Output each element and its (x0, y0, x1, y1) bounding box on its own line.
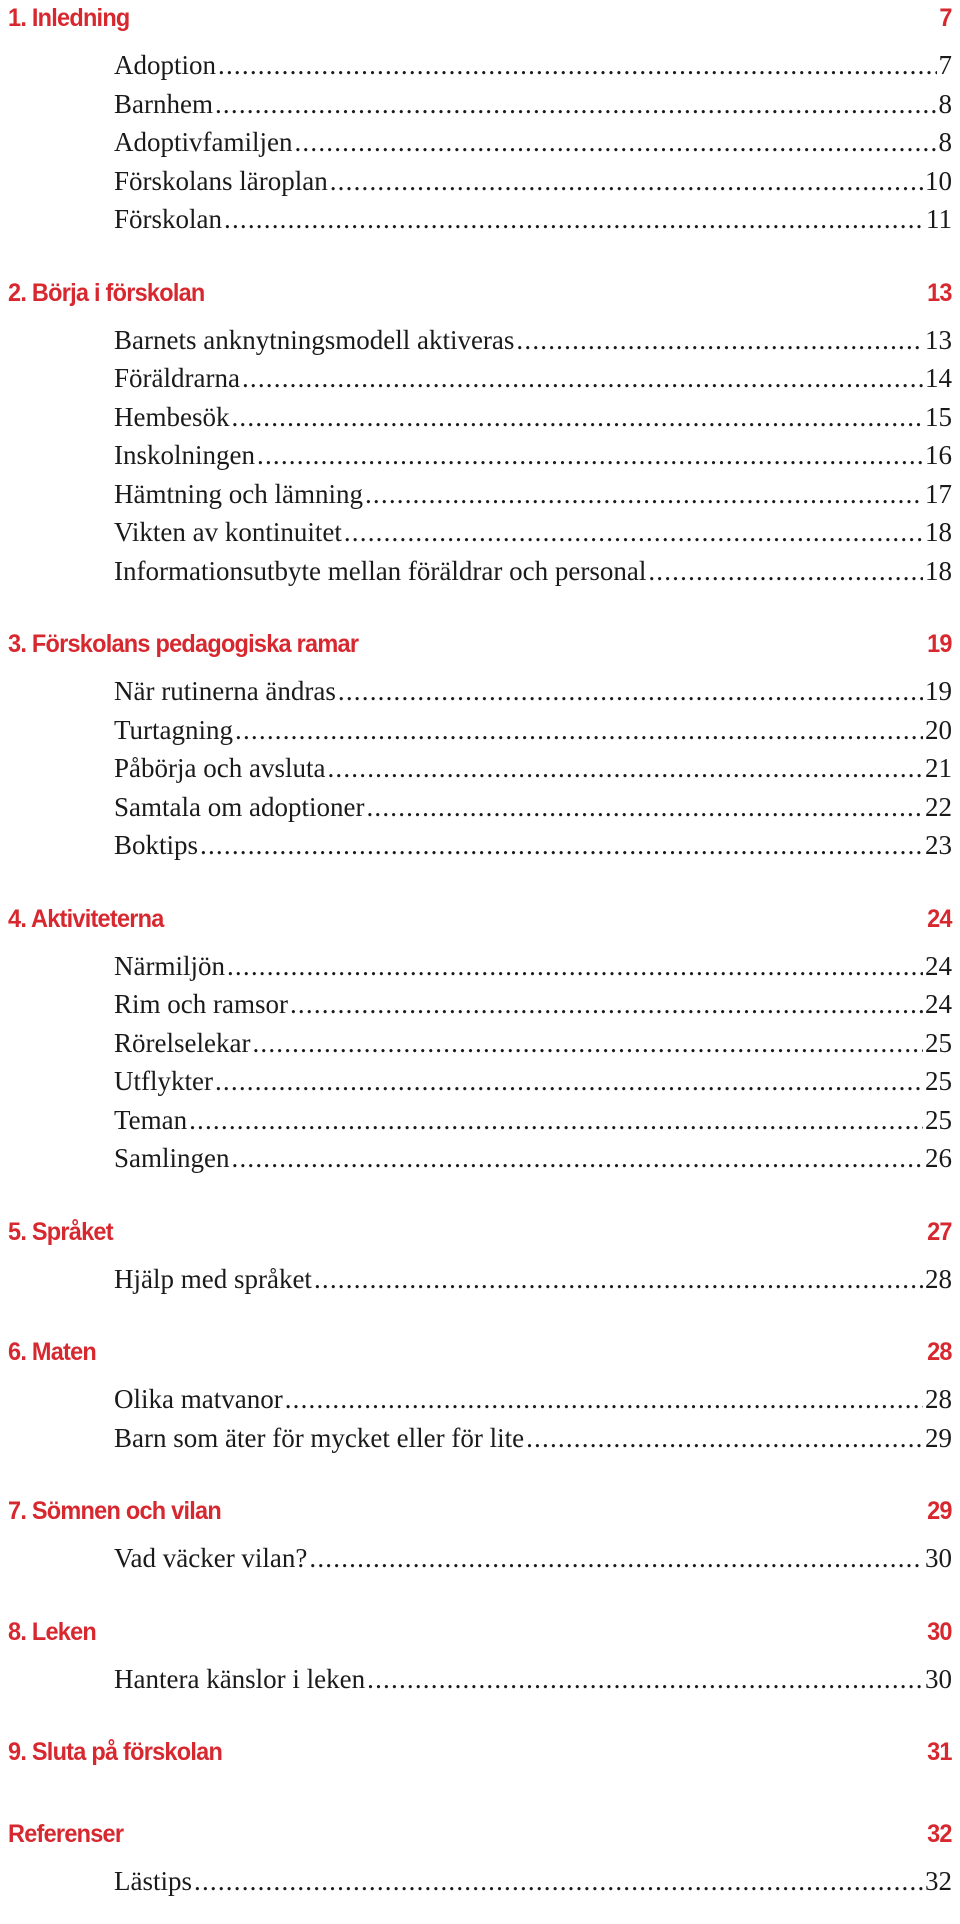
entry-page-number: 16 (925, 440, 952, 470)
entry-page-number: 28 (925, 1263, 952, 1294)
entry-title: Barnhem (114, 88, 213, 119)
section-title: Referenser (8, 1820, 124, 1848)
section-heading[interactable] (8, 1614, 952, 1660)
section-spacer (8, 590, 952, 626)
dot-leader (227, 947, 923, 985)
entry-page-number: 13 (925, 324, 952, 355)
toc-section (8, 1614, 952, 1699)
toc-entry[interactable] (114, 1660, 952, 1699)
entry-title: Vikten av kontinuitet (114, 517, 342, 547)
entry-title: Boktips (114, 830, 199, 860)
section-spacer (8, 1457, 952, 1493)
dot-leader (257, 436, 923, 474)
entry-page-number: 11 (926, 204, 952, 234)
entry-page-number: 25 (925, 1027, 952, 1058)
entry-title: Adoption (114, 50, 217, 80)
section-title: 1. Inledning (8, 4, 130, 32)
dot-leader (235, 711, 923, 749)
entry-page-number: 8 (938, 127, 952, 157)
section-heading[interactable] (8, 1493, 952, 1539)
entry-page-number: 22 (925, 791, 952, 822)
section-title: 4. Aktiviteterna (8, 904, 164, 933)
dot-leader (648, 552, 923, 590)
dot-leader (309, 1539, 923, 1577)
dot-leader (516, 321, 923, 359)
section-heading[interactable] (8, 626, 952, 672)
toc-entry[interactable] (114, 1139, 952, 1178)
section-title: 9. Sluta på förskolan (8, 1738, 223, 1766)
toc-entry[interactable] (114, 321, 952, 360)
section-spacer (8, 1780, 952, 1816)
section-heading[interactable] (8, 0, 952, 46)
toc-entry[interactable] (114, 985, 952, 1024)
entry-title: Samlingen (114, 1143, 230, 1173)
entry-page-number: 21 (925, 753, 952, 783)
section-heading[interactable] (8, 1816, 952, 1862)
toc-entry[interactable] (114, 552, 952, 591)
entry-page-number: 20 (925, 714, 952, 745)
entry-title: Förskolan (114, 204, 222, 234)
section-title: 7. Sömnen och vilan (8, 1497, 221, 1525)
section-page-number: 7 (939, 4, 952, 32)
entry-title: Barn som äter för mycket eller för lite (114, 1422, 525, 1453)
toc-entry[interactable] (114, 711, 952, 750)
section-spacer (8, 1578, 952, 1614)
dot-leader (294, 123, 936, 161)
entry-page-number: 26 (925, 1143, 952, 1173)
toc-section (8, 1493, 952, 1578)
entry-title: Inskolningen (114, 440, 255, 470)
entry-title: Samtala om adoptioner (114, 791, 365, 822)
dot-leader (242, 359, 923, 397)
entry-title: Hembesök (114, 401, 230, 432)
entry-title: Hjälp med språket (114, 1263, 312, 1294)
entry-page-number: 19 (925, 676, 952, 706)
section-page-number: 19 (927, 630, 952, 658)
dot-leader (232, 1139, 924, 1177)
dot-leader (327, 749, 923, 787)
entry-page-number: 28 (925, 1384, 952, 1414)
section-page-number: 28 (927, 1338, 952, 1366)
entry-page-number: 8 (938, 88, 952, 119)
toc-entry[interactable] (114, 1024, 952, 1063)
dot-leader (231, 398, 923, 436)
dot-leader (526, 1419, 923, 1457)
dot-leader (218, 46, 936, 84)
entry-page-number: 24 (925, 989, 952, 1019)
entry-page-number: 7 (938, 50, 952, 80)
entry-page-number: 10 (925, 165, 952, 196)
entry-title: Teman (114, 1104, 188, 1135)
section-heading[interactable] (8, 1214, 952, 1260)
section-heading[interactable] (8, 275, 952, 321)
entry-title: När rutinerna ändras (114, 676, 336, 706)
section-spacer (8, 1298, 952, 1334)
entry-title: Förskolans läroplan (114, 165, 328, 196)
toc-entry[interactable] (114, 46, 952, 85)
toc-section (8, 626, 952, 865)
entry-page-number: 30 (925, 1663, 952, 1694)
toc-section (8, 1214, 952, 1299)
section-title: 3. Förskolans pedagogiska ramar (8, 630, 359, 658)
entry-title: Hämtning och lämning (114, 478, 363, 509)
dot-leader (290, 985, 923, 1023)
entry-title: Adoptivfamiljen (114, 127, 293, 157)
dot-leader (344, 513, 923, 551)
dot-leader (367, 1660, 923, 1698)
entry-title: Olika matvanor (114, 1384, 283, 1414)
entry-title: Hantera känslor i leken (114, 1663, 366, 1694)
entry-title: Utflykter (114, 1066, 213, 1096)
entry-page-number: 18 (925, 555, 952, 586)
entry-page-number: 29 (925, 1422, 952, 1453)
toc-entry[interactable] (114, 436, 952, 475)
section-spacer (8, 865, 952, 901)
section-heading[interactable] (8, 901, 952, 947)
dot-leader (366, 788, 923, 826)
entry-page-number: 15 (925, 401, 952, 432)
toc-entry[interactable] (114, 475, 952, 514)
entry-page-number: 30 (925, 1543, 952, 1573)
toc-section (8, 275, 952, 591)
section-page-number: 32 (927, 1820, 952, 1848)
section-page-number: 13 (927, 278, 952, 307)
entry-page-number: 23 (925, 830, 952, 860)
toc-entry[interactable] (114, 1539, 952, 1578)
dot-leader (189, 1101, 923, 1139)
dot-leader (330, 162, 923, 200)
dot-leader (194, 1862, 923, 1900)
entry-page-number: 14 (925, 363, 952, 393)
toc-entry[interactable] (114, 1062, 952, 1101)
section-heading[interactable] (8, 1734, 952, 1780)
toc-entry[interactable] (114, 1101, 952, 1140)
toc-entry[interactable] (114, 359, 952, 398)
table-of-contents (8, 0, 952, 1901)
section-spacer (8, 239, 952, 275)
section-title: 8. Leken (8, 1617, 97, 1646)
toc-section (8, 901, 952, 1178)
entry-title: Föräldrarna (114, 363, 240, 393)
section-heading[interactable] (8, 1334, 952, 1380)
section-title: 2. Börja i förskolan (8, 278, 205, 307)
dot-leader (365, 475, 923, 513)
toc-entry[interactable] (114, 85, 952, 124)
dot-leader (314, 1260, 923, 1298)
toc-entry[interactable] (114, 1380, 952, 1419)
toc-entry[interactable] (114, 826, 952, 865)
entry-title: Rörelselekar (114, 1027, 251, 1058)
toc-entry[interactable] (114, 123, 952, 162)
entry-title: Barnets anknytningsmodell aktiveras (114, 324, 515, 355)
toc-entry[interactable] (114, 513, 952, 552)
entry-title: Rim och ramsor (114, 989, 288, 1019)
section-spacer (8, 1698, 952, 1734)
entry-title: Närmiljön (114, 950, 225, 981)
toc-section (8, 1734, 952, 1780)
dot-leader (215, 1062, 923, 1100)
entry-page-number: 17 (925, 478, 952, 509)
entry-title: Turtagning (114, 714, 234, 745)
dot-leader (252, 1024, 923, 1062)
dot-leader (200, 826, 923, 864)
dot-leader (224, 200, 924, 238)
section-page-number: 27 (927, 1217, 952, 1246)
toc-entry[interactable] (114, 1260, 952, 1299)
entry-page-number: 24 (925, 950, 952, 981)
toc-section (8, 1816, 952, 1901)
dot-leader (215, 85, 937, 123)
dot-leader (338, 672, 923, 710)
toc-entry[interactable] (114, 788, 952, 827)
toc-entry[interactable] (114, 398, 952, 437)
entry-title: Informationsutbyte mellan föräldrar och personal (114, 555, 647, 586)
dot-leader (285, 1380, 923, 1418)
toc-section (8, 0, 952, 239)
toc-section (8, 1334, 952, 1457)
entry-page-number: 18 (925, 517, 952, 547)
section-page-number: 30 (927, 1617, 952, 1646)
section-title: 6. Maten (8, 1338, 97, 1366)
section-page-number: 29 (927, 1497, 952, 1525)
toc-entry[interactable] (114, 200, 952, 239)
entry-title: Lästips (114, 1866, 192, 1896)
section-title: 5. Språket (8, 1217, 113, 1246)
section-page-number: 24 (927, 904, 952, 933)
entry-page-number: 25 (925, 1104, 952, 1135)
section-spacer (8, 1178, 952, 1214)
toc-entry[interactable] (114, 947, 952, 986)
entry-page-number: 32 (925, 1866, 952, 1896)
entry-title: Påbörja och avsluta (114, 753, 326, 783)
entry-page-number: 25 (925, 1066, 952, 1096)
entry-title: Vad väcker vilan? (114, 1543, 308, 1573)
toc-entry[interactable] (114, 672, 952, 711)
toc-entry[interactable] (114, 749, 952, 788)
toc-entry[interactable] (114, 1419, 952, 1458)
section-page-number: 31 (927, 1738, 952, 1766)
toc-entry[interactable] (114, 162, 952, 201)
toc-entry[interactable] (114, 1862, 952, 1901)
